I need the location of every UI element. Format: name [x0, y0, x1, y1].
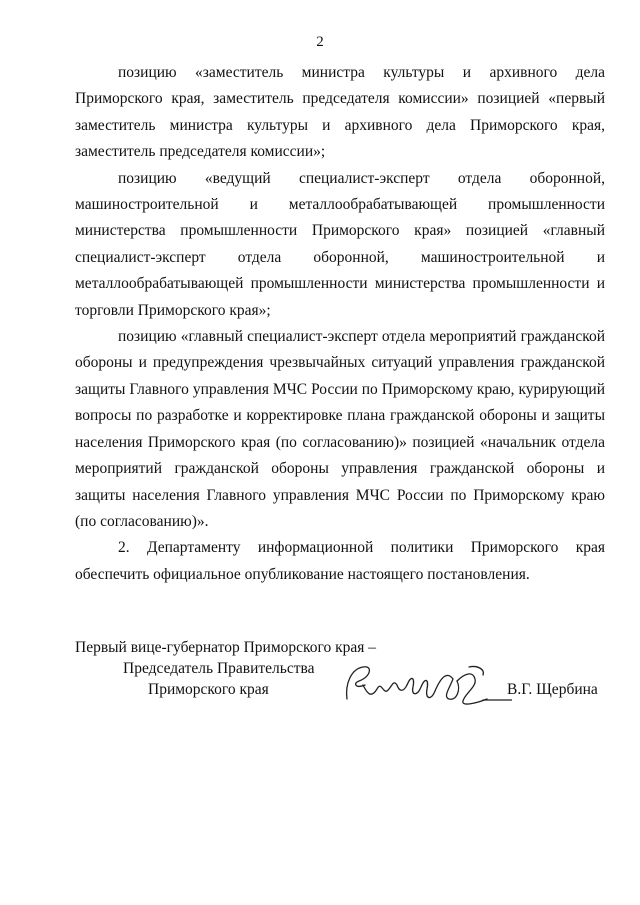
paragraph-position-culture: позицию «заместитель министра культуры и архивного дела Приморского края, заместитель председателя комиссии» позицией «первый заместитель министра культуры и архивного дела Приморского края, заместитель председателя комиссии»;: [75, 64, 605, 161]
paragraph-position-industry: позицию «ведущий специалист-эксперт отдела оборонной, машиностроительной и металлообрабатывающей промышленности министерства промышленности Приморского края» позицией «главный специалист-эксперт отдела оборонной, машиностроительной и металлообрабатывающей промышленности министерства промышленности и торговли Приморского края»;: [75, 169, 605, 319]
paragraph-position-emergency: позицию «главный специалист-эксперт отдела мероприятий гражданской обороны и предупреждения чрезвычайных ситуаций управления гражданской защиты Главного управления МЧС России по Приморскому краю, курирующий вопросы по разработке и корректировке плана гражданской обороны и защиты населения Приморского края (по согласованию)» позицией «начальник отдела мероприятий гражданской обороны управления гражданской обороны и защиты населения Главного управления МЧС России по Приморскому краю (по согласованию)».: [75, 328, 605, 530]
signatory-name: В.Г. Щербина: [507, 681, 598, 698]
paragraph-item-2: 2. Департаменту информационной политики Приморского края обеспечить официальное опубликование настоящего постановления.: [75, 539, 605, 583]
signatory-title-line2: Председатель Правительства: [123, 660, 315, 677]
page-number: 2: [316, 34, 324, 50]
document-body: [75, 60, 605, 588]
handwritten-signature: [337, 659, 512, 709]
signatory-title-line3: Приморского края: [148, 681, 269, 698]
signatory-title-line1: Первый вице-губернатор Приморского края –: [75, 639, 377, 656]
